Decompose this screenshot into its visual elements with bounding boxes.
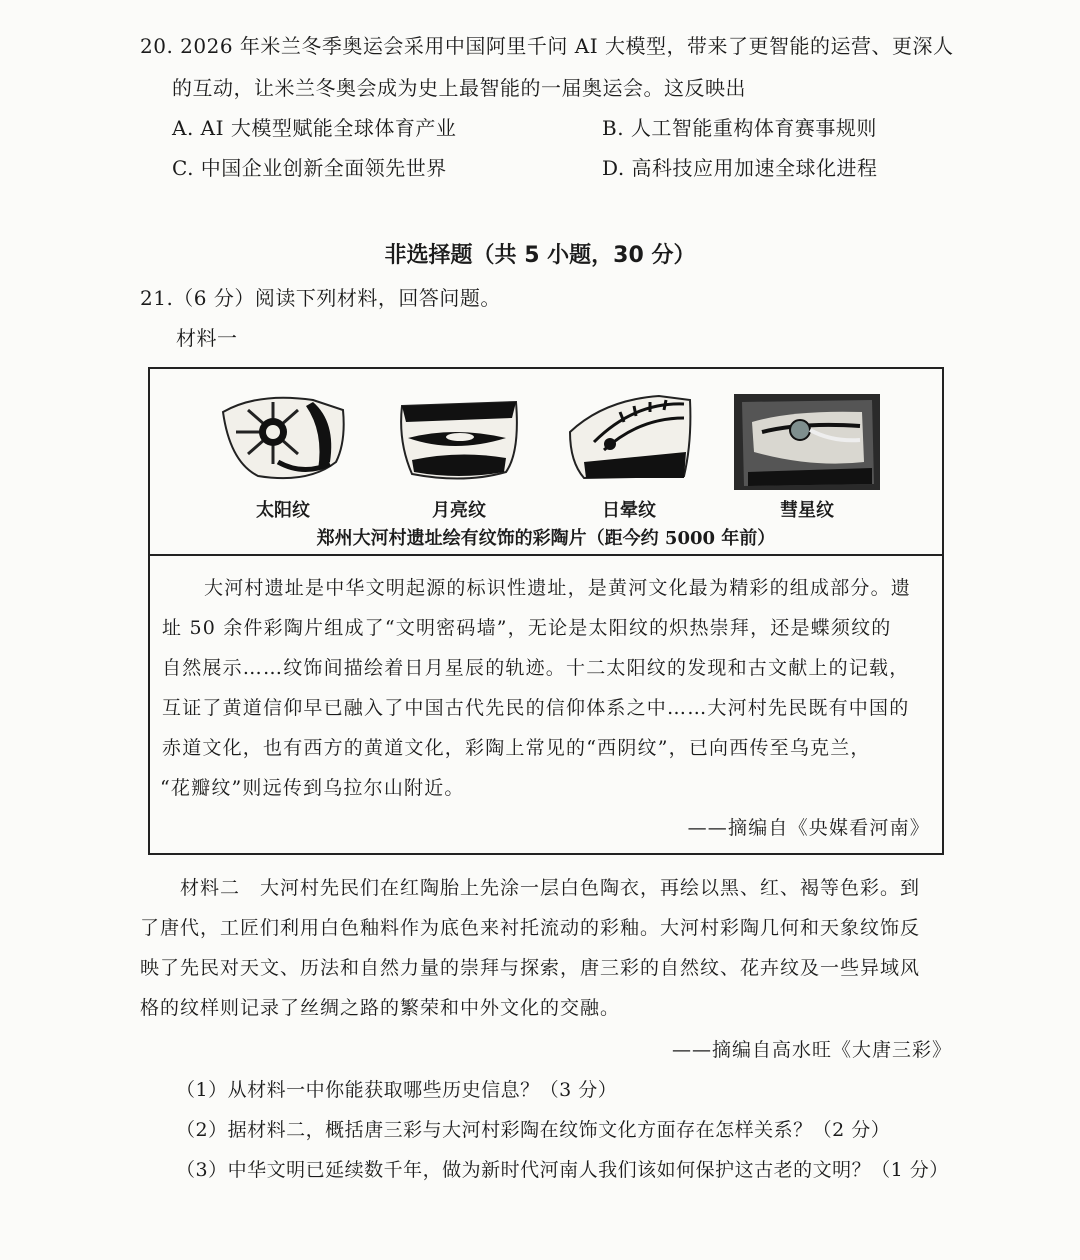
material1-line-2: 址 50 余件彩陶片组成了“文明密码墙”，无论是太阳纹的炽热崇拜，还是蝶须纹的	[162, 617, 892, 639]
q20-option-c: C. 中国企业创新全面领先世界	[172, 156, 447, 180]
q20-stem-line2: 的互动，让米兰冬奥会成为史上最智能的一届奥运会。这反映出	[172, 76, 746, 100]
section-title: 非选择题（共 5 小题，30 分）	[384, 243, 696, 268]
material1-line-3: 自然展示……纹饰间描绘着日月星辰的轨迹。十二太阳纹的发现和古文献上的记载，	[162, 657, 910, 679]
material1-label: 材料一	[176, 326, 238, 350]
material2-line-3: 映了先民对天文、历法和自然力量的崇拜与探索，唐三彩的自然纹、花卉纹及一些异域风	[140, 957, 921, 979]
q20-option-b: B. 人工智能重构体育赛事规则	[602, 116, 877, 140]
material2-line-4: 格的纹样则记录了丝绸之路的繁荣和中外文化的交融。	[140, 997, 621, 1019]
figure-caption-sun: 太阳纹	[256, 500, 310, 521]
material1-line-4: 互证了黄道信仰早已融入了中国古代先民的信仰体系之中……大河村先民既有中国的	[162, 697, 910, 719]
moon-pattern-shard-icon	[394, 392, 524, 487]
subquestion-3: （3）中华文明已延续数千年，做为新时代河南人我们该如何保护这古老的文明？（1 分）	[176, 1159, 949, 1181]
figure-caption-halo: 日晕纹	[602, 500, 656, 521]
material1-line-1: 大河村遗址是中华文明起源的标识性遗址，是黄河文化最为精彩的组成部分。遗	[204, 577, 912, 599]
figure-caption-moon: 月亮纹	[432, 500, 486, 521]
material2-line-2: 了唐代，工匠们利用白色釉料作为底色来衬托流动的彩釉。大河村彩陶几何和天象纹饰反	[140, 917, 921, 939]
sun-pattern-shard-icon	[218, 392, 348, 487]
q20-option-a: A. AI 大模型赋能全球体育产业	[172, 116, 457, 140]
subquestion-2: （2）据材料二，概括唐三彩与大河村彩陶在纹饰文化方面存在怎样关系？（2 分）	[176, 1119, 891, 1141]
q20-option-d: D. 高科技应用加速全球化进程	[602, 156, 878, 180]
figure-group-caption: 郑州大河村遗址绘有纹饰的彩陶片（距今约 5000 年前）	[316, 528, 776, 549]
material2-line-1: 材料二 大河村先民们在红陶胎上先涂一层白色陶衣，再绘以黑、红、褐等色彩。到	[180, 877, 921, 899]
material1-source: ——摘编自《央媒看河南》	[687, 817, 930, 839]
material1-divider	[148, 554, 944, 556]
material1-line-6: “花瓣纹”则远传到乌拉尔山附近。	[160, 777, 465, 799]
q21-intro: 21.（6 分）阅读下列材料，回答问题。	[140, 286, 501, 310]
comet-pattern-shard-icon	[732, 392, 862, 487]
halo-pattern-shard-icon	[564, 392, 694, 487]
q20-stem-line1: 20. 2026 年米兰冬季奥运会采用中国阿里千问 AI 大模型，带来了更智能的运营、更深人	[140, 34, 954, 58]
material2-source: ——摘编自高水旺《大唐三彩》	[671, 1039, 952, 1061]
subquestion-1: （1）从材料一中你能获取哪些历史信息？（3 分）	[176, 1079, 618, 1101]
figure-caption-comet: 彗星纹	[780, 500, 834, 521]
material1-line-5: 赤道文化，也有西方的黄道文化，彩陶上常见的“西阴纹”，已向西传至乌克兰，	[162, 737, 871, 759]
